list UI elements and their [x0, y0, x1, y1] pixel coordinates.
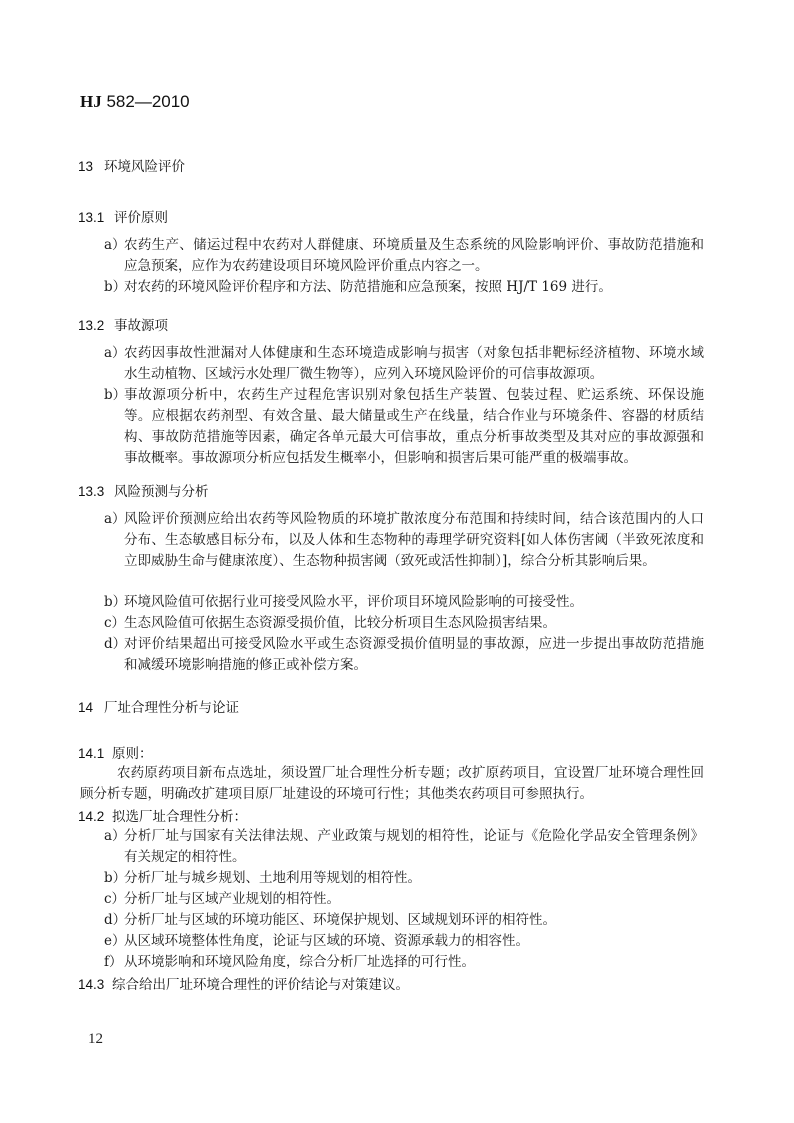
section-number: 14.3 [78, 977, 105, 992]
list-item-13-3-d [104, 634, 704, 676]
list-item-13-2-b [104, 385, 704, 469]
section-number: 13.2 [78, 318, 105, 333]
section-number: 13.1 [78, 210, 105, 225]
item-label: b） [104, 387, 127, 403]
item-label: a） [104, 237, 126, 253]
standard-prefix: HJ [80, 92, 102, 111]
section-title: 拟选厂址合理性分析： [112, 809, 247, 825]
item-label: d） [104, 636, 127, 652]
section-title: 风险预测与分析 [114, 484, 209, 499]
item-text: 从环境影响和环境风险角度，综合分析厂址选择的可行性。 [124, 954, 475, 970]
section-number: 14.1 [78, 746, 105, 761]
item-label: a） [104, 345, 126, 361]
item-text: 风险评价预测应给出农药等风险物质的环境扩散浓度分布范围和持续时间，结合该范围内的人口分布、生态敏感目标分布，以及人体和生态物种的毒理学研究资料[如人体伤害阈（半致死浓度和立即威胁生命与健康浓度）、生态物种损害阈（致死或活性抑制）]，综合分析其影响后果。 [124, 511, 704, 569]
list-item-13-3-c [104, 613, 704, 634]
section-title: 原则： [112, 746, 153, 762]
section-title: 厂址合理性分析与论证 [104, 700, 239, 715]
list-item-13-2-a [104, 343, 704, 385]
list-item-13-1-b [104, 277, 704, 298]
section-title: 综合给出厂址环境合理性的评价结论与对策建议。 [112, 977, 409, 993]
section-heading-14-1 [78, 742, 153, 762]
item-label: b） [104, 870, 127, 886]
section-heading-14 [78, 696, 239, 716]
item-text: 农药因事故性泄漏对人体健康和生态环境造成影响与损害（对象包括非靶标经济植物、环境水域水生动植物、区域污水处理厂微生物等），应列入环境风险评价的可信事故源项。 [124, 345, 704, 382]
list-item-14-2-e [104, 931, 704, 952]
document-code-header [80, 92, 190, 112]
list-item-14-2-f [104, 952, 704, 973]
list-item-13-3-b [104, 592, 704, 613]
section-heading-13 [78, 155, 185, 175]
item-label: e） [104, 933, 126, 949]
section-title: 评价原则 [114, 210, 168, 225]
item-label: c） [104, 615, 126, 631]
section-title: 环境风险评价 [104, 159, 185, 174]
item-text: 从区域环境整体性角度，论证与区域的环境、资源承载力的相容性。 [124, 933, 529, 949]
page-number: 12 [88, 1031, 103, 1047]
section-number: 13 [78, 159, 94, 174]
item-text: 分析厂址与国家有关法律法规、产业政策与规划的相符性，论证与《危险化学品安全管理条例》有关规定的相符性。 [124, 828, 704, 865]
item-text: 环境风险值可依据行业可接受风险水平，评价项目环境风险影响的可接受性。 [124, 594, 583, 610]
section-heading-14-2 [78, 805, 247, 825]
item-label: a） [104, 511, 126, 527]
list-item-14-2-c [104, 889, 704, 910]
item-text: 分析厂址与区域产业规划的相符性。 [124, 891, 340, 907]
list-item-14-2-d [104, 910, 704, 931]
item-text: 事故源项分析中，农药生产过程危害识别对象包括生产装置、包装过程、贮运系统、环保设施等。应根据农药剂型、有效含量、最大储量或生产在线量，结合作业与环境条件、容器的材质结构、事故防范措施等因素，确定各单元最大可信事故，重点分析事故类型及其对应的事故源强和事故概率。事故源项分析应包括发生概率小，但影响和损害后果可能严重的极端事故。 [124, 387, 704, 466]
item-text: 农药生产、储运过程中农药对人群健康、环境质量及生态系统的风险影响评价、事故防范措施和应急预案，应作为农药建设项目环境风险评价重点内容之一。 [124, 237, 704, 274]
list-item-14-2-a [104, 826, 704, 868]
standard-number: 582—2010 [101, 92, 190, 111]
item-text: 对农药的环境风险评价程序和方法、防范措施和应急预案，按照 HJ/T 169 进行。 [124, 279, 612, 295]
section-heading-14-3 [78, 973, 409, 993]
item-text: 生态风险值可依据生态资源受损价值，比较分析项目生态风险损害结果。 [124, 615, 556, 631]
list-item-14-2-b [104, 868, 704, 889]
item-label: c） [104, 891, 126, 907]
paragraph-14-1: 农药原药项目新布点选址，须设置厂址合理性分析专题；改扩原药项目，宜设置厂址环境合理性回顾分析专题，明确改扩建项目原厂址建设的环境可行性；其他类农药项目可参照执行。 [80, 765, 704, 802]
item-text: 对评价结果超出可接受风险水平或生态资源受损价值明显的事故源，应进一步提出事故防范措施和减缓环境影响措施的修正或补偿方案。 [124, 636, 704, 673]
list-item-13-3-a [104, 509, 704, 572]
list-item-13-1-a [104, 235, 704, 277]
section-number: 14.2 [78, 809, 105, 824]
item-text: 分析厂址与区域的环境功能区、环境保护规划、区域规划环评的相符性。 [124, 912, 556, 928]
item-label: b） [104, 279, 127, 295]
item-label: d） [104, 912, 127, 928]
section-heading-13-2 [78, 314, 168, 334]
item-label: f） [104, 954, 123, 970]
section-number: 13.3 [78, 484, 105, 499]
item-text: 分析厂址与城乡规划、土地利用等规划的相符性。 [124, 870, 421, 886]
section-heading-13-3 [78, 480, 209, 500]
item-label: a） [104, 828, 126, 844]
item-label: b） [104, 594, 127, 610]
section-heading-13-1 [78, 206, 168, 226]
section-number: 14 [78, 700, 94, 715]
section-title: 事故源项 [114, 318, 168, 333]
